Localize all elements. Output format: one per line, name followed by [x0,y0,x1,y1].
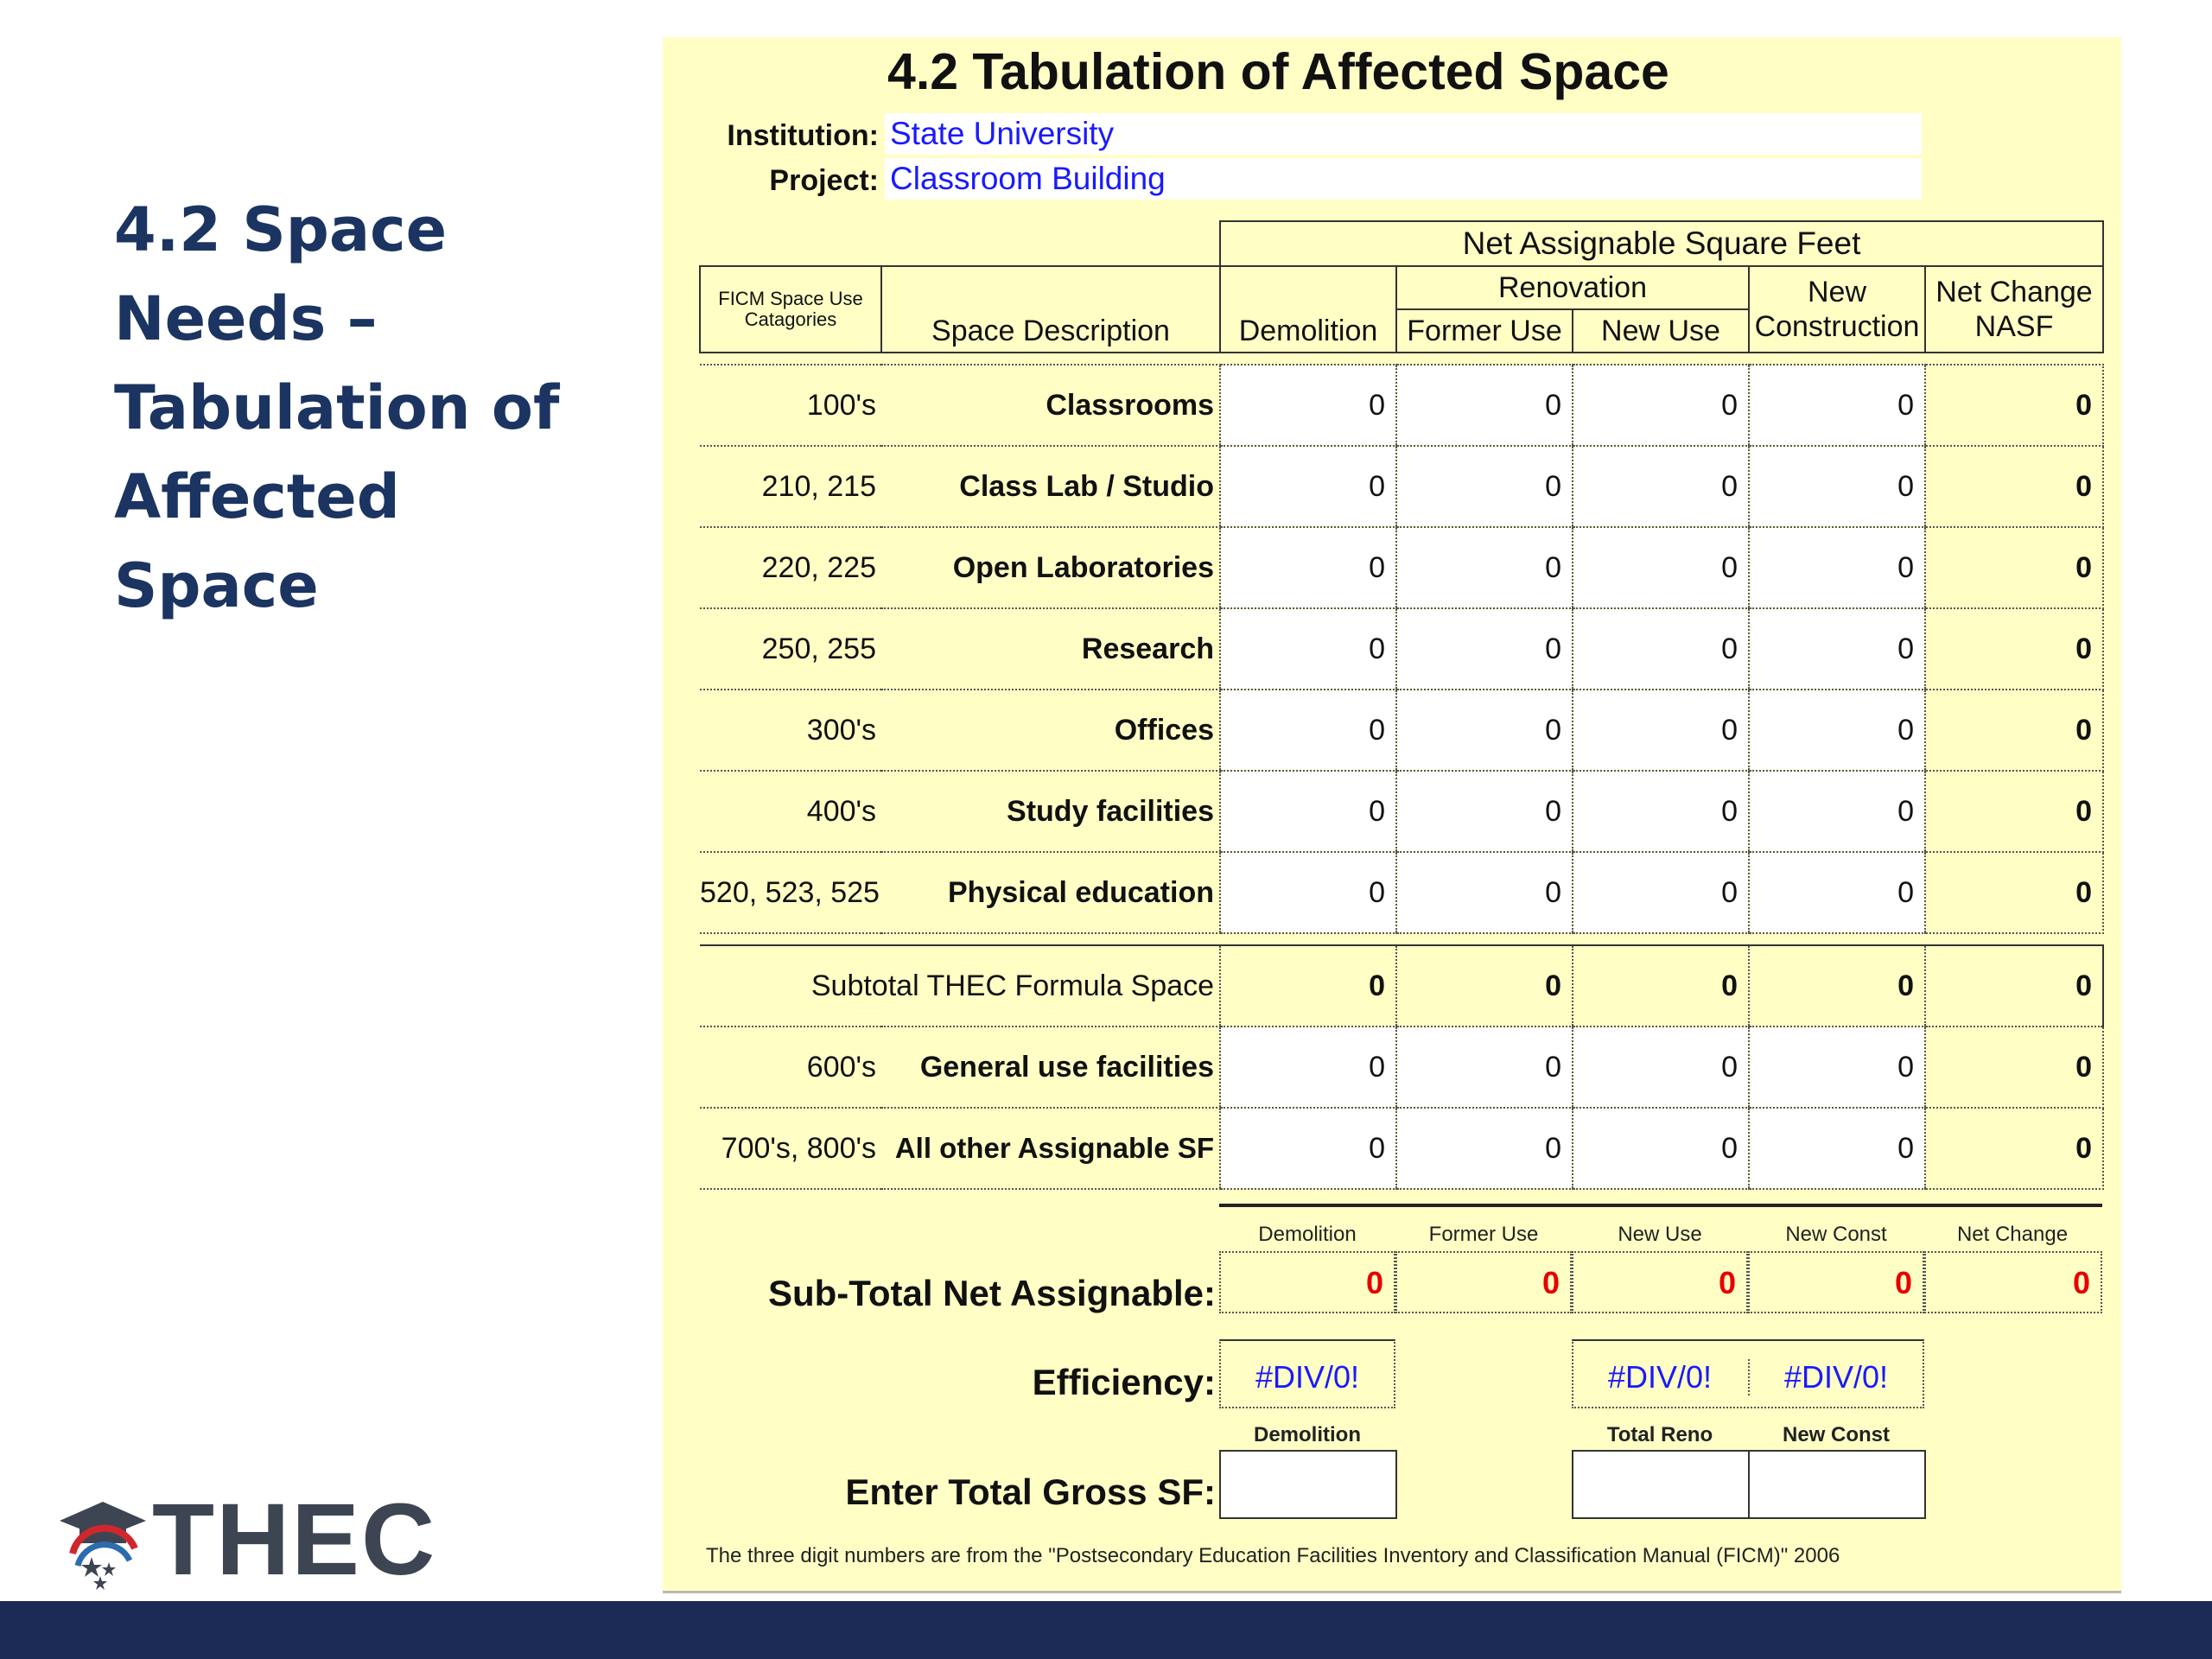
subtotal-new-use: 0 [1573,945,1749,1027]
new-construction-input[interactable]: 0 [1749,1027,1925,1108]
subtotal-nasf-former-use: 0 [1395,1251,1572,1313]
new-use-input[interactable]: 0 [1573,365,1749,446]
new-use-input[interactable]: 0 [1573,852,1749,933]
former-use-input[interactable]: 0 [1396,690,1573,771]
col-header-desc-label: Space Description [931,315,1170,347]
efficiency-label: Efficiency: [1032,1362,1216,1402]
former-use-input[interactable]: 0 [1396,365,1573,446]
new-use-input[interactable]: 0 [1573,527,1749,608]
row-description: Physical education [881,852,1220,933]
form-title: 4.2 Tabulation of Affected Space [887,43,1669,100]
demolition-input[interactable]: 0 [1220,771,1396,852]
renovation-header: Renovation [1396,266,1749,309]
demolition-input[interactable]: 0 [1220,365,1396,446]
gross-header-demolition: Demolition [1254,1423,1361,1446]
col-header-new-construction [1749,266,1925,353]
former-use-input[interactable]: 0 [1396,527,1573,608]
footer-bar [0,1601,2212,1659]
demolition-input[interactable]: 0 [1220,446,1396,527]
table-row [700,446,2103,527]
table-row [700,771,2103,852]
subtotal-nasf-label: Sub-Total Net Assignable: [767,1273,1216,1313]
new-use-input[interactable]: 0 [1573,1027,1749,1108]
row-description: Open Laboratories [881,527,1220,608]
former-use-input[interactable]: 0 [1396,852,1573,933]
new-construction-input[interactable]: 0 [1749,852,1925,933]
row-code: 250, 255 [700,608,881,690]
col-header-demolition-label: Demolition [1238,315,1378,347]
table-row [700,690,2103,771]
former-use-input[interactable]: 0 [1396,771,1573,852]
new-construction-input[interactable]: 0 [1749,608,1925,690]
slide-title-line: Affected [114,461,400,532]
row-description: Classrooms [881,365,1220,446]
gross-sf-total-reno-input[interactable] [1572,1450,1750,1519]
logo-text: THEC [152,1483,437,1597]
net-change-value: 0 [1925,446,2103,527]
subtotal-nasf-new-use: 0 [1572,1251,1748,1313]
subtotal-row [700,945,2103,1027]
summary-header-demolition: Demolition [1258,1223,1357,1246]
net-change-value: 0 [1925,1027,2103,1108]
subtotal-new-construction: 0 [1749,945,1925,1027]
net-change-value: 0 [1925,1108,2103,1189]
col-header-new-construction-line1: New [1807,276,1867,308]
row-code: 700's, 800's [700,1108,881,1189]
new-construction-input[interactable]: 0 [1749,446,1925,527]
table-row [700,365,2103,446]
slide-title [114,186,598,631]
col-header-desc [881,266,1220,353]
subtotal-demolition: 0 [1220,945,1396,1027]
demolition-input[interactable]: 0 [1220,1027,1396,1108]
row-description: Research [881,608,1220,690]
row-code: 210, 215 [700,446,881,527]
col-header-net-change [1925,266,2103,353]
gross-header-total-reno: Total Reno [1606,1423,1713,1446]
row-code: 220, 225 [700,527,881,608]
col-header-net-change-line1: Net Change [1936,276,2093,308]
former-use-input[interactable]: 0 [1396,1108,1573,1189]
row-description: All other Assignable SF [881,1108,1220,1189]
net-change-value: 0 [1925,690,2103,771]
row-code: 600's [700,1027,881,1108]
row-code: 400's [700,771,881,852]
slide-title-line: Needs – [114,283,378,354]
former-use-input[interactable]: 0 [1396,608,1573,690]
demolition-input[interactable]: 0 [1220,1108,1396,1189]
gross-sf-label: Enter Total Gross SF: [845,1471,1216,1512]
spreadsheet-panel [663,37,2121,1591]
net-assignable-header: Net Assignable Square Feet [1220,221,2103,266]
col-header-new-use: New Use [1573,309,1749,353]
row-description: Offices [881,690,1220,771]
subtotal-net-change: 0 [1925,945,2103,1027]
table-row [700,527,2103,608]
table-row [700,608,2103,690]
gross-sf-demolition-input[interactable] [1219,1450,1397,1519]
table-row [700,1027,2103,1108]
institution-field[interactable]: State University [885,113,1922,155]
graduation-cap-star-icon [55,1486,150,1590]
former-use-input[interactable]: 0 [1396,1027,1573,1108]
subtotal-label: Subtotal THEC Formula Space [700,945,1220,1027]
subtotal-nasf-demolition: 0 [1219,1251,1395,1313]
col-header-codes [700,266,881,353]
slide-title-line: 4.2 Space [114,194,448,265]
summary-header-new-use: New Use [1618,1223,1702,1246]
gross-sf-new-const-input[interactable] [1748,1450,1926,1519]
summary-header-new-const: New Const [1785,1223,1887,1246]
table-row [700,1108,2103,1189]
row-description: Class Lab / Studio [881,446,1220,527]
new-use-input[interactable]: 0 [1573,690,1749,771]
col-header-demolition [1220,266,1396,353]
demolition-input[interactable]: 0 [1220,852,1396,933]
col-header-net-change-line2: NASF [1974,310,2054,343]
net-change-value: 0 [1925,365,2103,446]
summary-header-net-change: Net Change [1956,1223,2069,1246]
new-use-input[interactable]: 0 [1573,608,1749,690]
net-change-value: 0 [1925,608,2103,690]
row-description: General use facilities [881,1027,1220,1108]
footnote: The three digit numbers are from the "Postsecondary Education Facilities Inventory and Classification Manual (FICM)" 2006 [706,1544,1840,1567]
row-code: 300's [700,690,881,771]
slide-title-line: Space [114,550,319,621]
project-field[interactable]: Classroom Building [885,158,1922,200]
new-construction-input[interactable]: 0 [1749,527,1925,608]
efficiency-demolition: #DIV/0! [1255,1359,1360,1395]
subtotal-former-use: 0 [1396,945,1573,1027]
col-header-former-use: Former Use [1396,309,1573,353]
project-label: Project: [769,164,879,197]
net-change-value: 0 [1925,771,2103,852]
demolition-input[interactable]: 0 [1220,690,1396,771]
new-construction-input[interactable]: 0 [1749,690,1925,771]
efficiency-new-use: #DIV/0! [1572,1359,1750,1395]
gross-header-new-const: New Const [1782,1423,1890,1446]
net-change-value: 0 [1925,527,2103,608]
subtotal-nasf-net-change: 0 [1924,1251,2102,1313]
subtotal-nasf-new-const: 0 [1748,1251,1924,1313]
new-construction-input[interactable]: 0 [1749,365,1925,446]
slide-title-line: Tabulation of [114,372,560,443]
thec-logo [55,1483,461,1597]
row-code: 520, 523, 525 [700,852,881,933]
new-use-input[interactable]: 0 [1573,771,1749,852]
new-construction-input[interactable]: 0 [1749,1108,1925,1189]
new-use-input[interactable]: 0 [1573,1108,1749,1189]
demolition-input[interactable]: 0 [1220,608,1396,690]
summary-divider [1219,1204,2102,1207]
former-use-input[interactable]: 0 [1396,446,1573,527]
new-construction-input[interactable]: 0 [1749,771,1925,852]
row-code: 100's [700,365,881,446]
new-use-input[interactable]: 0 [1573,446,1749,527]
col-header-new-construction-line2: Construction [1754,310,1920,343]
space-table [699,220,2104,1190]
demolition-input[interactable]: 0 [1220,527,1396,608]
table-row [700,852,2103,933]
row-description: Study facilities [881,771,1220,852]
col-header-codes-label: FICM Space Use Catagories [718,288,863,330]
summary-header-former-use: Former Use [1428,1223,1539,1246]
institution-label: Institution: [727,119,879,152]
efficiency-new-const: #DIV/0! [1783,1359,1889,1395]
net-change-value: 0 [1925,852,2103,933]
